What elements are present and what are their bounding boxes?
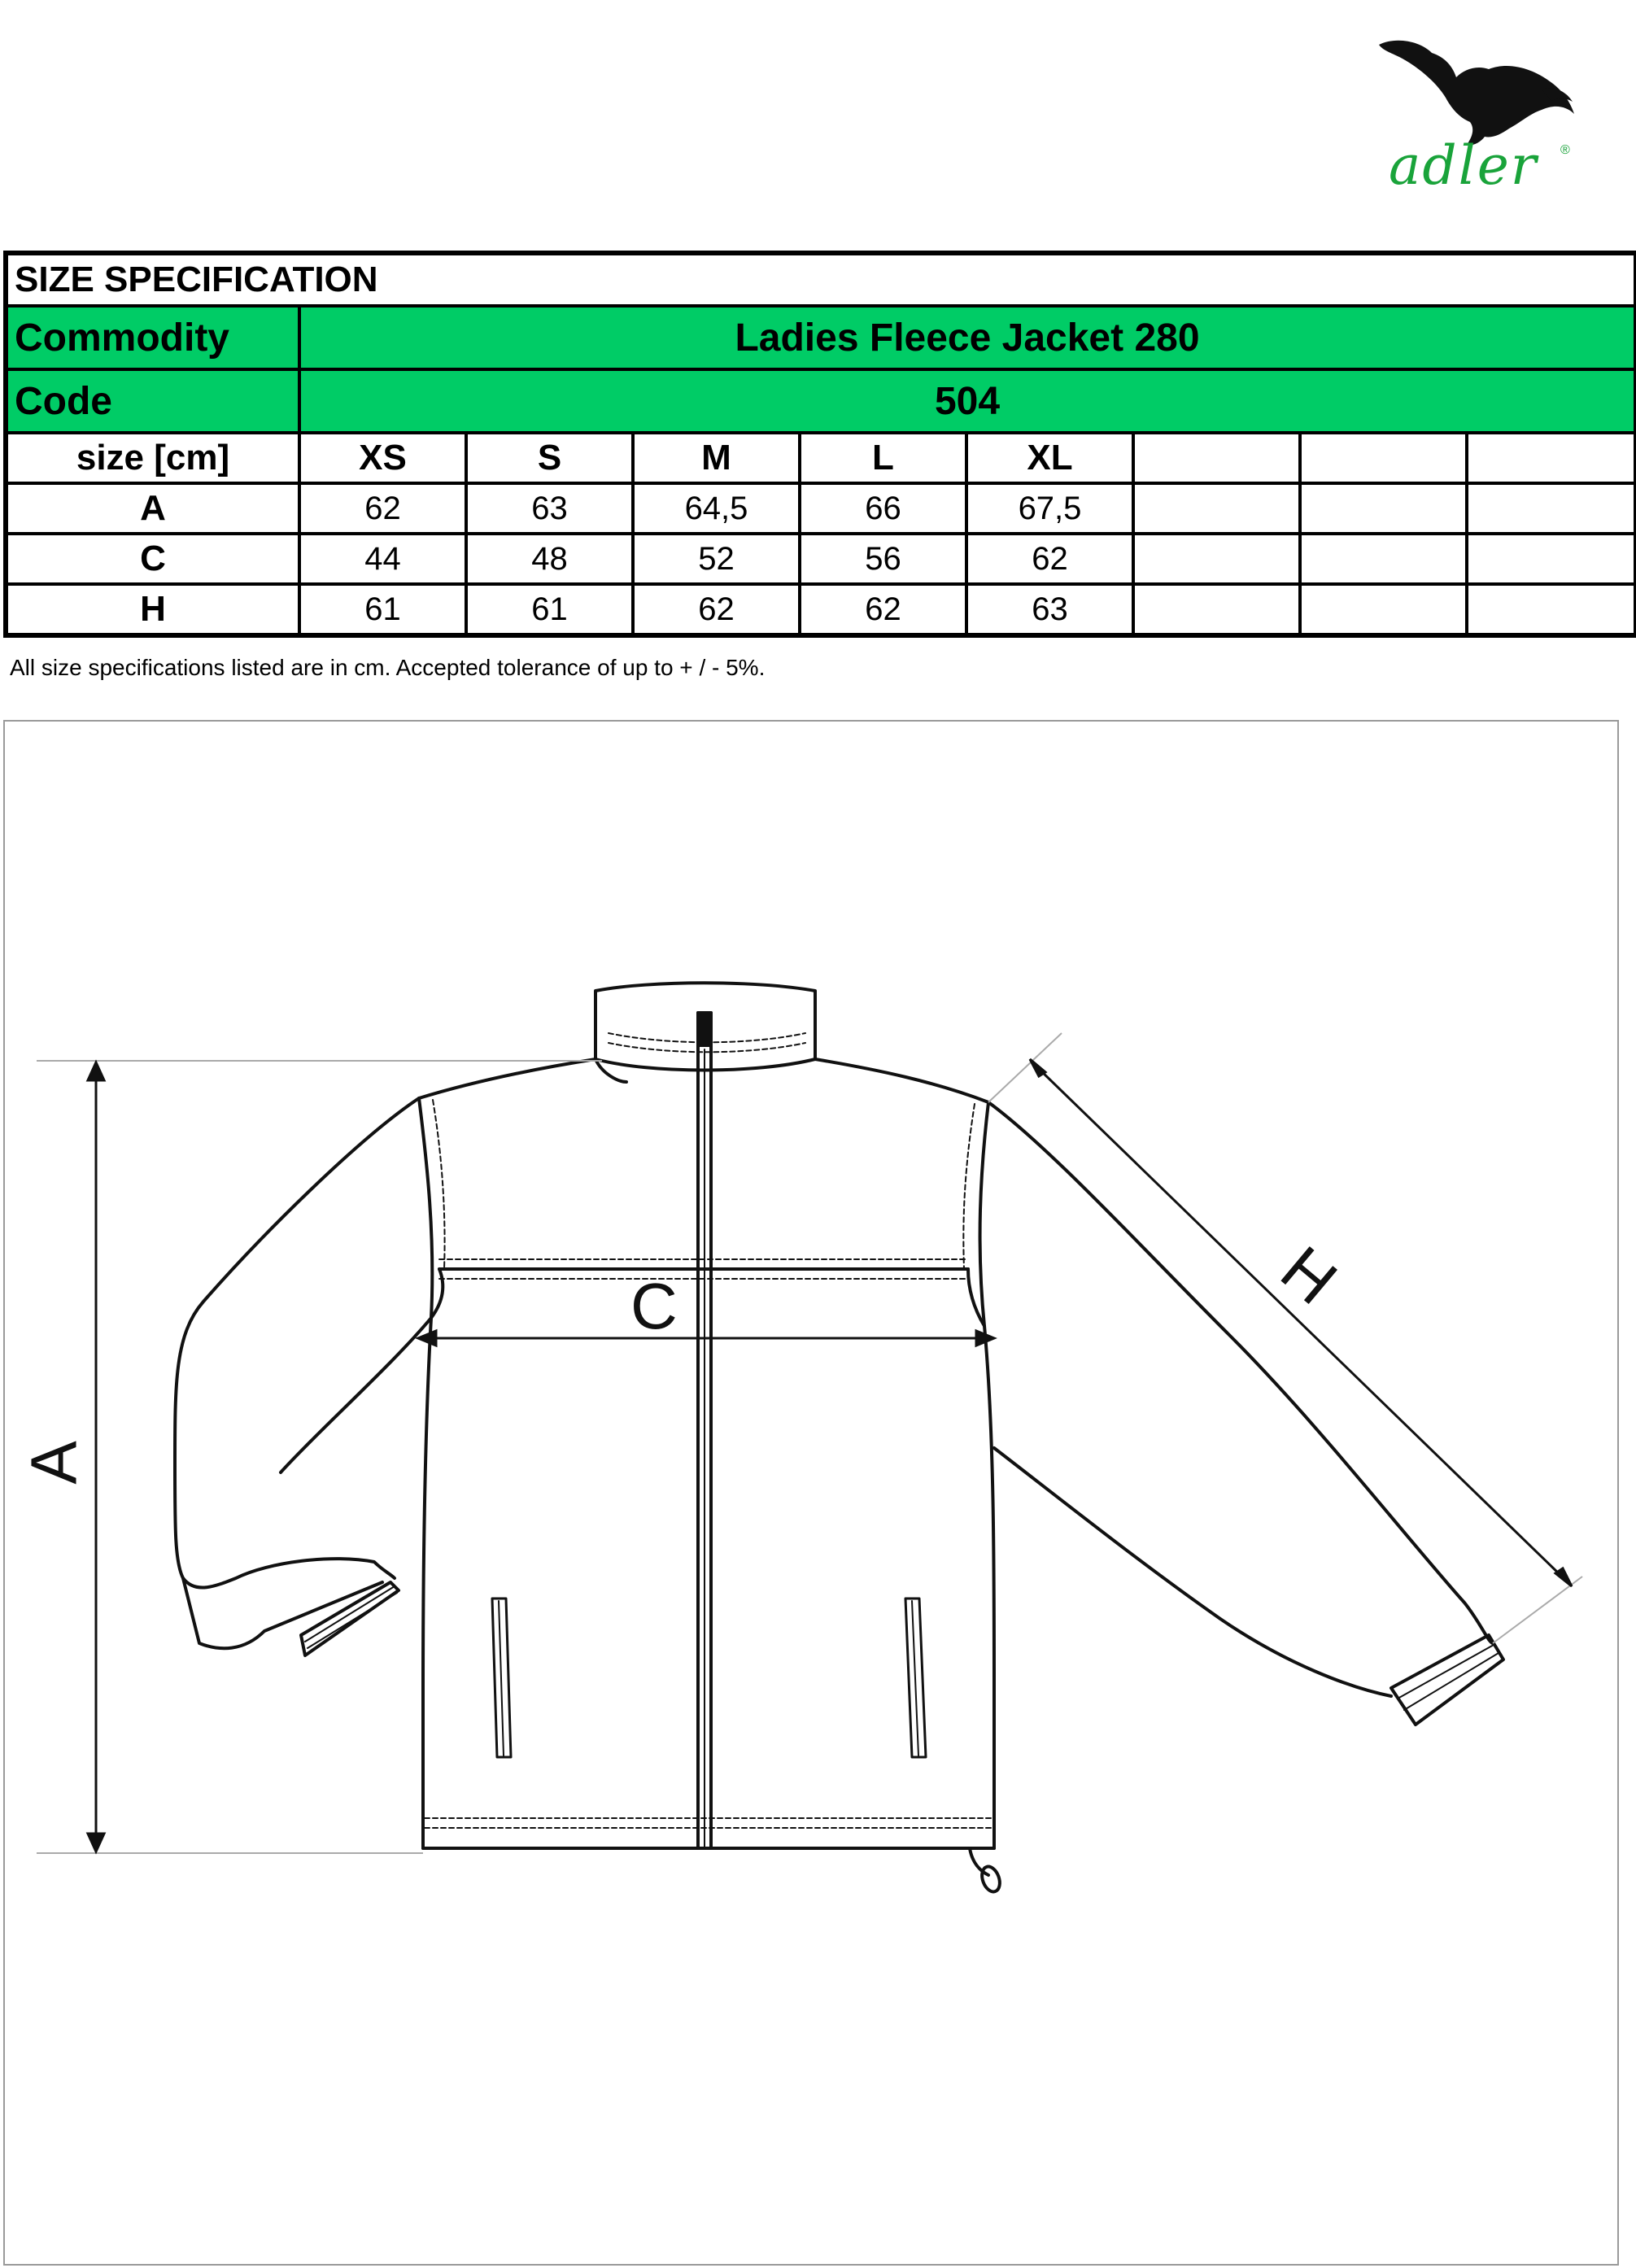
size-col: XS: [299, 433, 466, 483]
code-value: 504: [299, 369, 1636, 433]
commodity-value: Ladies Fleece Jacket 280: [299, 306, 1636, 369]
table-cell: 67,5: [966, 483, 1133, 534]
table-cell: 63: [466, 483, 633, 534]
body-right-side: [980, 1102, 994, 1848]
table-cell: 52: [633, 534, 800, 584]
code-label: Code: [6, 369, 299, 433]
right-sleeve: [988, 1102, 1493, 1643]
dimension-h-label: H: [1267, 1232, 1350, 1319]
table-cell: 48: [466, 534, 633, 584]
table-cell: 64,5: [633, 483, 800, 534]
table-cell: 44: [299, 534, 466, 584]
table-cell: 56: [800, 534, 966, 584]
table-cell: 62: [800, 584, 966, 635]
registered-mark: ®: [1560, 143, 1570, 157]
table-cell: 61: [299, 584, 466, 635]
size-col: S: [466, 433, 633, 483]
commodity-label: Commodity: [6, 306, 299, 369]
table-cell: 62: [633, 584, 800, 635]
dimension-c-label: C: [630, 1270, 678, 1342]
table-title: SIZE SPECIFICATION: [6, 253, 1636, 306]
dimension-a-label: A: [17, 1441, 90, 1485]
tolerance-note: All size specifications listed are in cm. Accepted tolerance of up to + / - 5%.: [10, 655, 766, 680]
table-cell: 61: [466, 584, 633, 635]
left-sleeve: [175, 1098, 419, 1588]
dimension-h-line: [1037, 1067, 1564, 1578]
table-cell: 63: [966, 584, 1133, 635]
size-col: L: [800, 433, 966, 483]
size-header: size [cm]: [6, 433, 299, 483]
right-shoulder: [815, 1059, 988, 1102]
row-label: A: [6, 483, 299, 534]
table-cell: 62: [299, 483, 466, 534]
row-label: H: [6, 584, 299, 635]
left-shoulder: [419, 1059, 596, 1098]
body-left-side: [419, 1098, 432, 1848]
table-cell: 66: [800, 483, 966, 534]
table-cell: 62: [966, 534, 1133, 584]
drawcord: [970, 1848, 988, 1875]
brand-name: adler: [1389, 134, 1538, 197]
row-label: C: [6, 534, 299, 584]
size-col: M: [633, 433, 800, 483]
size-col: XL: [966, 433, 1133, 483]
